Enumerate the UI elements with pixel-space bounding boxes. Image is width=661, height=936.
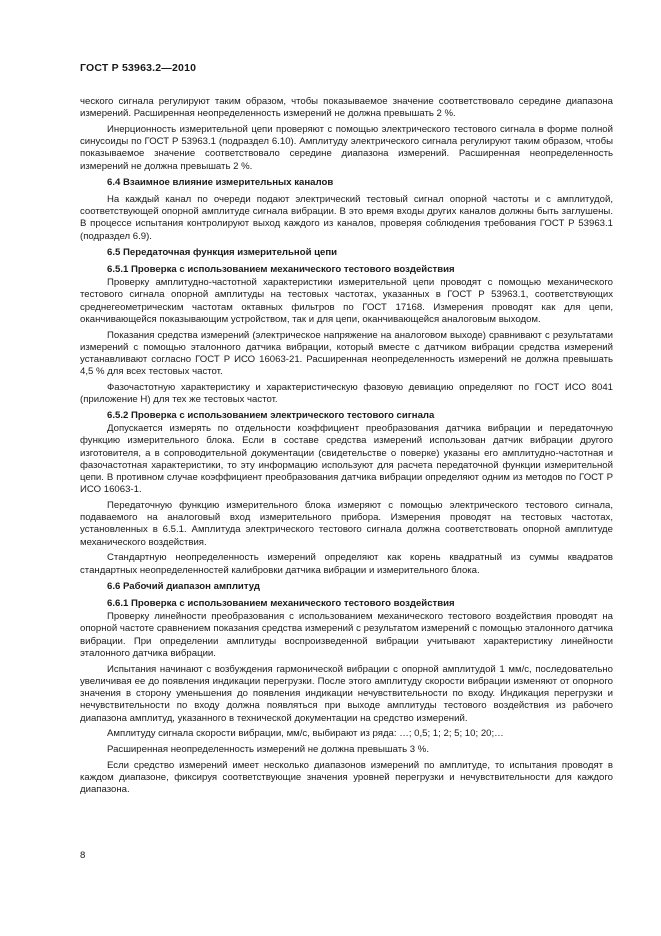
paragraph: ческого сигнала регулируют таким образом, чтобы показываемое значение соответствовало середине диапазона измерений. Расширенная неопределенность измерений не должна превышать 2 %. [80, 96, 613, 120]
paragraph: Передаточную функцию измерительного блока измеряют с помощью электрического тестового сигнала, подаваемого на аналоговый вход измерительного прибора. Измерения проводят на тестовых частотах, установленных в 6.5.1. Амплитуда электрического тестового сигнала должна соответствовать опорной амплитуде механического воздействия. [80, 500, 613, 548]
paragraph: Инерционность измерительной цепи проверяют с помощью электрического тестового сигнала в форме полной синусоиды по ГОСТ Р 53963.1 (подраздел 6.10). Амплитуду электрического сигнала регулируют таким образом, чтобы показываемое значение соответствовало середине диапазона измерений. Расширенная неопределенность измерений не должна превышать 2 %. [80, 124, 613, 172]
paragraph: Показания средства измерений (электрическое напряжение на аналоговом выходе) сравнивают с результатами измерений с помощью эталонного датчика вибрации, который вместе с датчиком вибрации средства измерений устанавливают согласно ГОСТ Р ИСО 16063-21. Расширенная неопределенность измерений не должна превышать 4,5 % для всех тестовых частот. [80, 329, 613, 378]
paragraph: Амплитуду сигнала скорости вибрации, мм/с, выбирают из ряда: …; 0,5; 1; 2; 5; 10; 20;… [107, 728, 504, 740]
page-number: 8 [80, 850, 86, 861]
paragraph: На каждый канал по очереди подают электрический тестовый сигнал опорной частоты и с амплитудой, соответствующей опорной амплитуде сигнала вибрации. В это время входы других каналов должны быть заглушены. В процессе испытания контролируют выход каждого из каналов, проверяя соблюдения требования ГОСТ Р 53963.1 (подраздел 6.9). [80, 194, 613, 242]
section-heading-6-4: 6.4 Взаимное влияние измерительных каналов [107, 176, 334, 188]
paragraph: Если средство измерений имеет несколько диапазонов измерений по амплитуде, то испытания проводят в каждом диапазоне, фиксируя соответствующие значения уровней перегрузки и нечувствительности для каждого диапазона. [80, 759, 613, 796]
paragraph: Испытания начинают с возбуждения гармонической вибрации с опорной амплитудой 1 мм/с, последовательно увеличивая ее до появления индикации перегрузки. После этого амплитуду скорости вибрации изменяют от опорного значения в сторону уменьшения до появления индикации нечувствительности по входу. Индикация перегрузки и нечувствительности по входу должна появляться при выходе амплитуды тестового воздействия из рабочего диапазона амплитуд, указанного в технической документации на средство измерений. [80, 663, 613, 724]
section-heading-6-5: 6.5 Передаточная функция измерительной цепи [107, 246, 338, 258]
paragraph: Проверку линейности преобразования с использованием механического тестового воздействия проводят на опорной частоте сравнением показания средства измерений с результатом измерений с помощью эталонного датчика вибрации. При определении амплитуды воспроизведенной вибрации учитывают характеристику линейности эталонного датчика вибрации. [80, 611, 613, 659]
paragraph: Допускается измерять по отдельности коэффициент преобразования датчика вибрации и передаточную функцию измерительного блока. Если в составе средства измерений использован датчик вибрации другого изготовителя, а в сопроводительной документации (свидетельстве о поверке) указаны его амплитудно-частотная и фазочастотная характеристики, то эту информацию используют для расчета передаточной функции измерительной цепи. В противном случае коэффициент преобразования датчика вибрации определяют одним из методов по ГОСТ Р ИСО 16063-1. [80, 423, 613, 496]
subsection-heading-6-5-1: 6.5.1 Проверка с использованием механического тестового воздействия [107, 264, 455, 276]
subsection-heading-6-6-1: 6.6.1 Проверка с использованием механического тестового воздействия [107, 598, 455, 610]
paragraph: Расширенная неопределенность измерений не должна превышать 3 %. [107, 744, 430, 756]
paragraph: Стандартную неопределенность измерений определяют как корень квадратный из суммы квадратов стандартных неопределенностей калибровки датчика вибрации и измерительного блока. [80, 552, 613, 576]
standard-header: ГОСТ Р 53963.2—2010 [80, 62, 197, 74]
paragraph: Проверку амплитудно-частотной характеристики измерительной цепи проводят с помощью механического тестового сигнала опорной амплитуды на тестовых частотах, указанных в ГОСТ Р 53963.1, соответствующих среднегеометрическим частотам октавных фильтров по ГОСТ 17168. Измерения проводят как для цепи, оканчивающейся показывающим устройством, так и для цепи, оканчивающейся аналоговым выходом. [80, 277, 613, 325]
subsection-heading-6-5-2: 6.5.2 Проверка с использованием электрического тестового сигнала [107, 410, 435, 422]
document-body [80, 96, 613, 800]
section-heading-6-6: 6.6 Рабочий диапазон амплитуд [107, 580, 260, 592]
paragraph: Фазочастотную характеристику и характеристическую фазовую девиацию определяют по ГОСТ ИСО 8041 (приложение Н) для тех же тестовых частот. [80, 382, 613, 406]
